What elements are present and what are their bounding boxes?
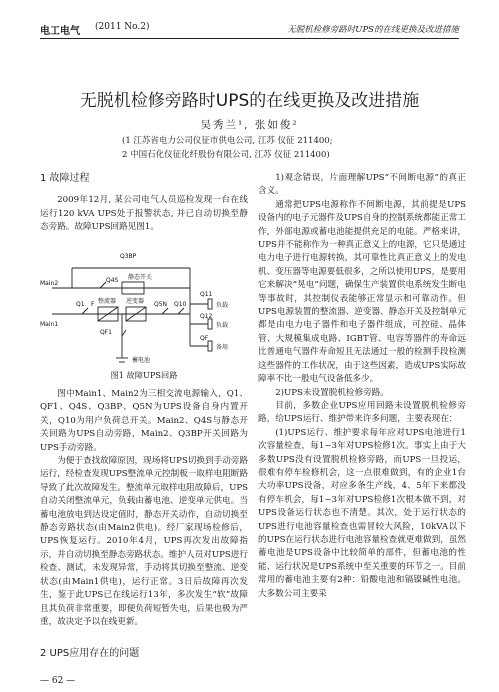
label-q1: Q1 (76, 301, 85, 308)
label-rectifier: 整流器 (98, 298, 117, 305)
label-qf: QF (200, 335, 209, 342)
left-column-top (40, 172, 248, 235)
journal-issue: (2011 No.2) (95, 22, 150, 32)
right-paragraph-3: 2)UPS未设置脱机检修旁路。 (275, 387, 389, 398)
right-paragraph-4: 目前，多数企业UPS应用回路未设置脱机检修旁路，给UPS运行、维护带来许多问题，主要表现在： (258, 400, 466, 425)
label-main2: Main2 (40, 280, 59, 287)
section-1-heading: 1 故障过程 (40, 173, 90, 184)
label-main1: Main1 (40, 321, 59, 328)
label-q4s: Q4S (106, 277, 119, 284)
figure-1-caption: 图1 故障UPS回路 (110, 370, 178, 380)
page-number: — 62 — (40, 676, 76, 686)
affiliation-1: (1 江苏省电力公司仪征市供电公司, 江苏 仪征 211400; (122, 136, 333, 146)
right-paragraph-1: 1)观念错误，片面理解UPS“不间断电源”的真正含义。 (258, 173, 466, 197)
label-static-switch: 静态开关 (128, 274, 153, 281)
label-q3bp: Q3BP (120, 253, 137, 260)
label-inverter: 逆变器 (126, 298, 145, 305)
label-battery: 蓄电池 (132, 357, 151, 364)
label-load-1: 负载 (216, 302, 229, 309)
left-paragraph-3: 为便于查找故障原因，现场将UPS切换到手动旁路运行，经检查发现UPS整流单元控制板一取样电阻断路导致了此次故障发生。整流单元取样电阻故障后，UPS自动关闭整流单元，负载由蓄电池、逆变单元供电。当蓄电池放电到达设定值时，静态开关动作，自动切换至静态旁路状态(由Main2供电)。经厂家现场检修后，UPS恢复运行。2010年4月，UPS再次发出故障指示，并自动切换至静态旁路状态。维护人员对UPS进行检查、测试，未发现异常，手动将其切换至整流、逆变状态(由Main1供电)，运行正常。3日后故障再次发生，鉴于此UPS已在线运行13年，多次发生“软”故障且其负荷非常重要，即便负荷短暂失电，后果也极为严重，故决定予以在线更新。 (40, 456, 248, 627)
right-paragraph-5: (1)UPS运行、维护要求每年应对UPS电池进行1次容量检查，每1~3年对UPS检修1次。事实上由于大多数UPS没有设置脱机检修旁路，而UPS一旦投运，很难有停车检修机会，这一点很难做到，有的企业1台大功率UPS设备，对应多条生产线，4、5年下来都没有停车机会，每1~3年对UPS检修1次根本做不到，对UPS设备运行状态也不清楚。其次，处于运行状态的UPS进行电池容量检查也需冒较大风险，10kVA以下的UPS在运行状态进行电池容量检查就更难做到，虽然蓄电池是UPS设备中比较简单的部件，但蓄电池的性能、运行状况是UPS系统中至关重要的环节之一。目前常用的蓄电池主要有2种：铅酸电池和镉镍碱性电池。大多数公司主要采 (258, 427, 466, 599)
authors: 吴秀兰¹, 张如俊² (200, 119, 299, 131)
label-q5n: Q5N (154, 301, 168, 308)
running-title: 无脱机检修旁路时UPS的在线更换及改进措施 (287, 25, 459, 35)
label-q10: Q10 (174, 301, 187, 308)
article-title: 无脱机检修旁路时UPS的在线更换及改进措施 (79, 91, 420, 111)
label-qf1: QF1 (100, 329, 112, 336)
label-load-2: 负载 (216, 322, 229, 329)
label-q11: Q11 (200, 291, 213, 298)
right-paragraph-2: 通常把UPS电源称作不间断电源，其前提是UPS设备内的电子元器件及UPS自身的控制系统都能正常工作，外部电源或蓄电池能提供充足的电能。严格来讲，UPS并不能称作为一种真正意义上的电源，它只是通过电力电子进行电源转换，其可靠性比真正意义上的发电机、变压器等电源要低很多，之所以使用UPS，是要用它来解决“晃电”问题，确保生产装置供电系统发生断电等事故时，其控制仪表能够正常显示和可靠动作。但UPS电源装置的整流器、逆变器、静态开关及控制单元都是由电力电子器件和电子器件组成，可控硅、晶体管、大规模集成电路、IGBT管、电容等器件的寿命远比普通电气器件寿命短且无法通过一般的检测手段检测这些器件的工作状况，由于这些因素，造成UPS实际故障率不比一般电气设备低多少。 (258, 199, 466, 385)
label-q12: Q12 (200, 313, 213, 320)
label-f: F (91, 301, 95, 308)
label-spare: 备用 (216, 344, 229, 351)
left-column-body (40, 388, 248, 629)
journal-name: 电工电气 (40, 26, 80, 37)
header-rule (40, 38, 459, 39)
left-paragraph-1: 2009年12月, 某公司电气人员巡检发现一台在线运行120 kVA UPS处于报警状态, 并已自动切换至静态旁路。故障UPS回路见图1。 (40, 195, 248, 233)
affiliation-2: 2 中国石化仪征化纤股份有限公司, 江苏 仪征 211400) (122, 150, 330, 160)
figure-1-circuit (40, 246, 250, 370)
left-paragraph-2: 图中Main1、Main2为三相交流电源输入，Q1、QF1、Q4S、Q3BP、Q5N为UPS设备自身内置开关，Q10为用户负荷总开关。Main2、Q4S与静态开关回路为UPS自动旁路，Main2、Q3BP开关回路为UPS手动旁路。 (40, 389, 248, 453)
right-column (258, 172, 466, 601)
section-2-heading: 2 UPS应用存在的问题 (40, 648, 140, 659)
